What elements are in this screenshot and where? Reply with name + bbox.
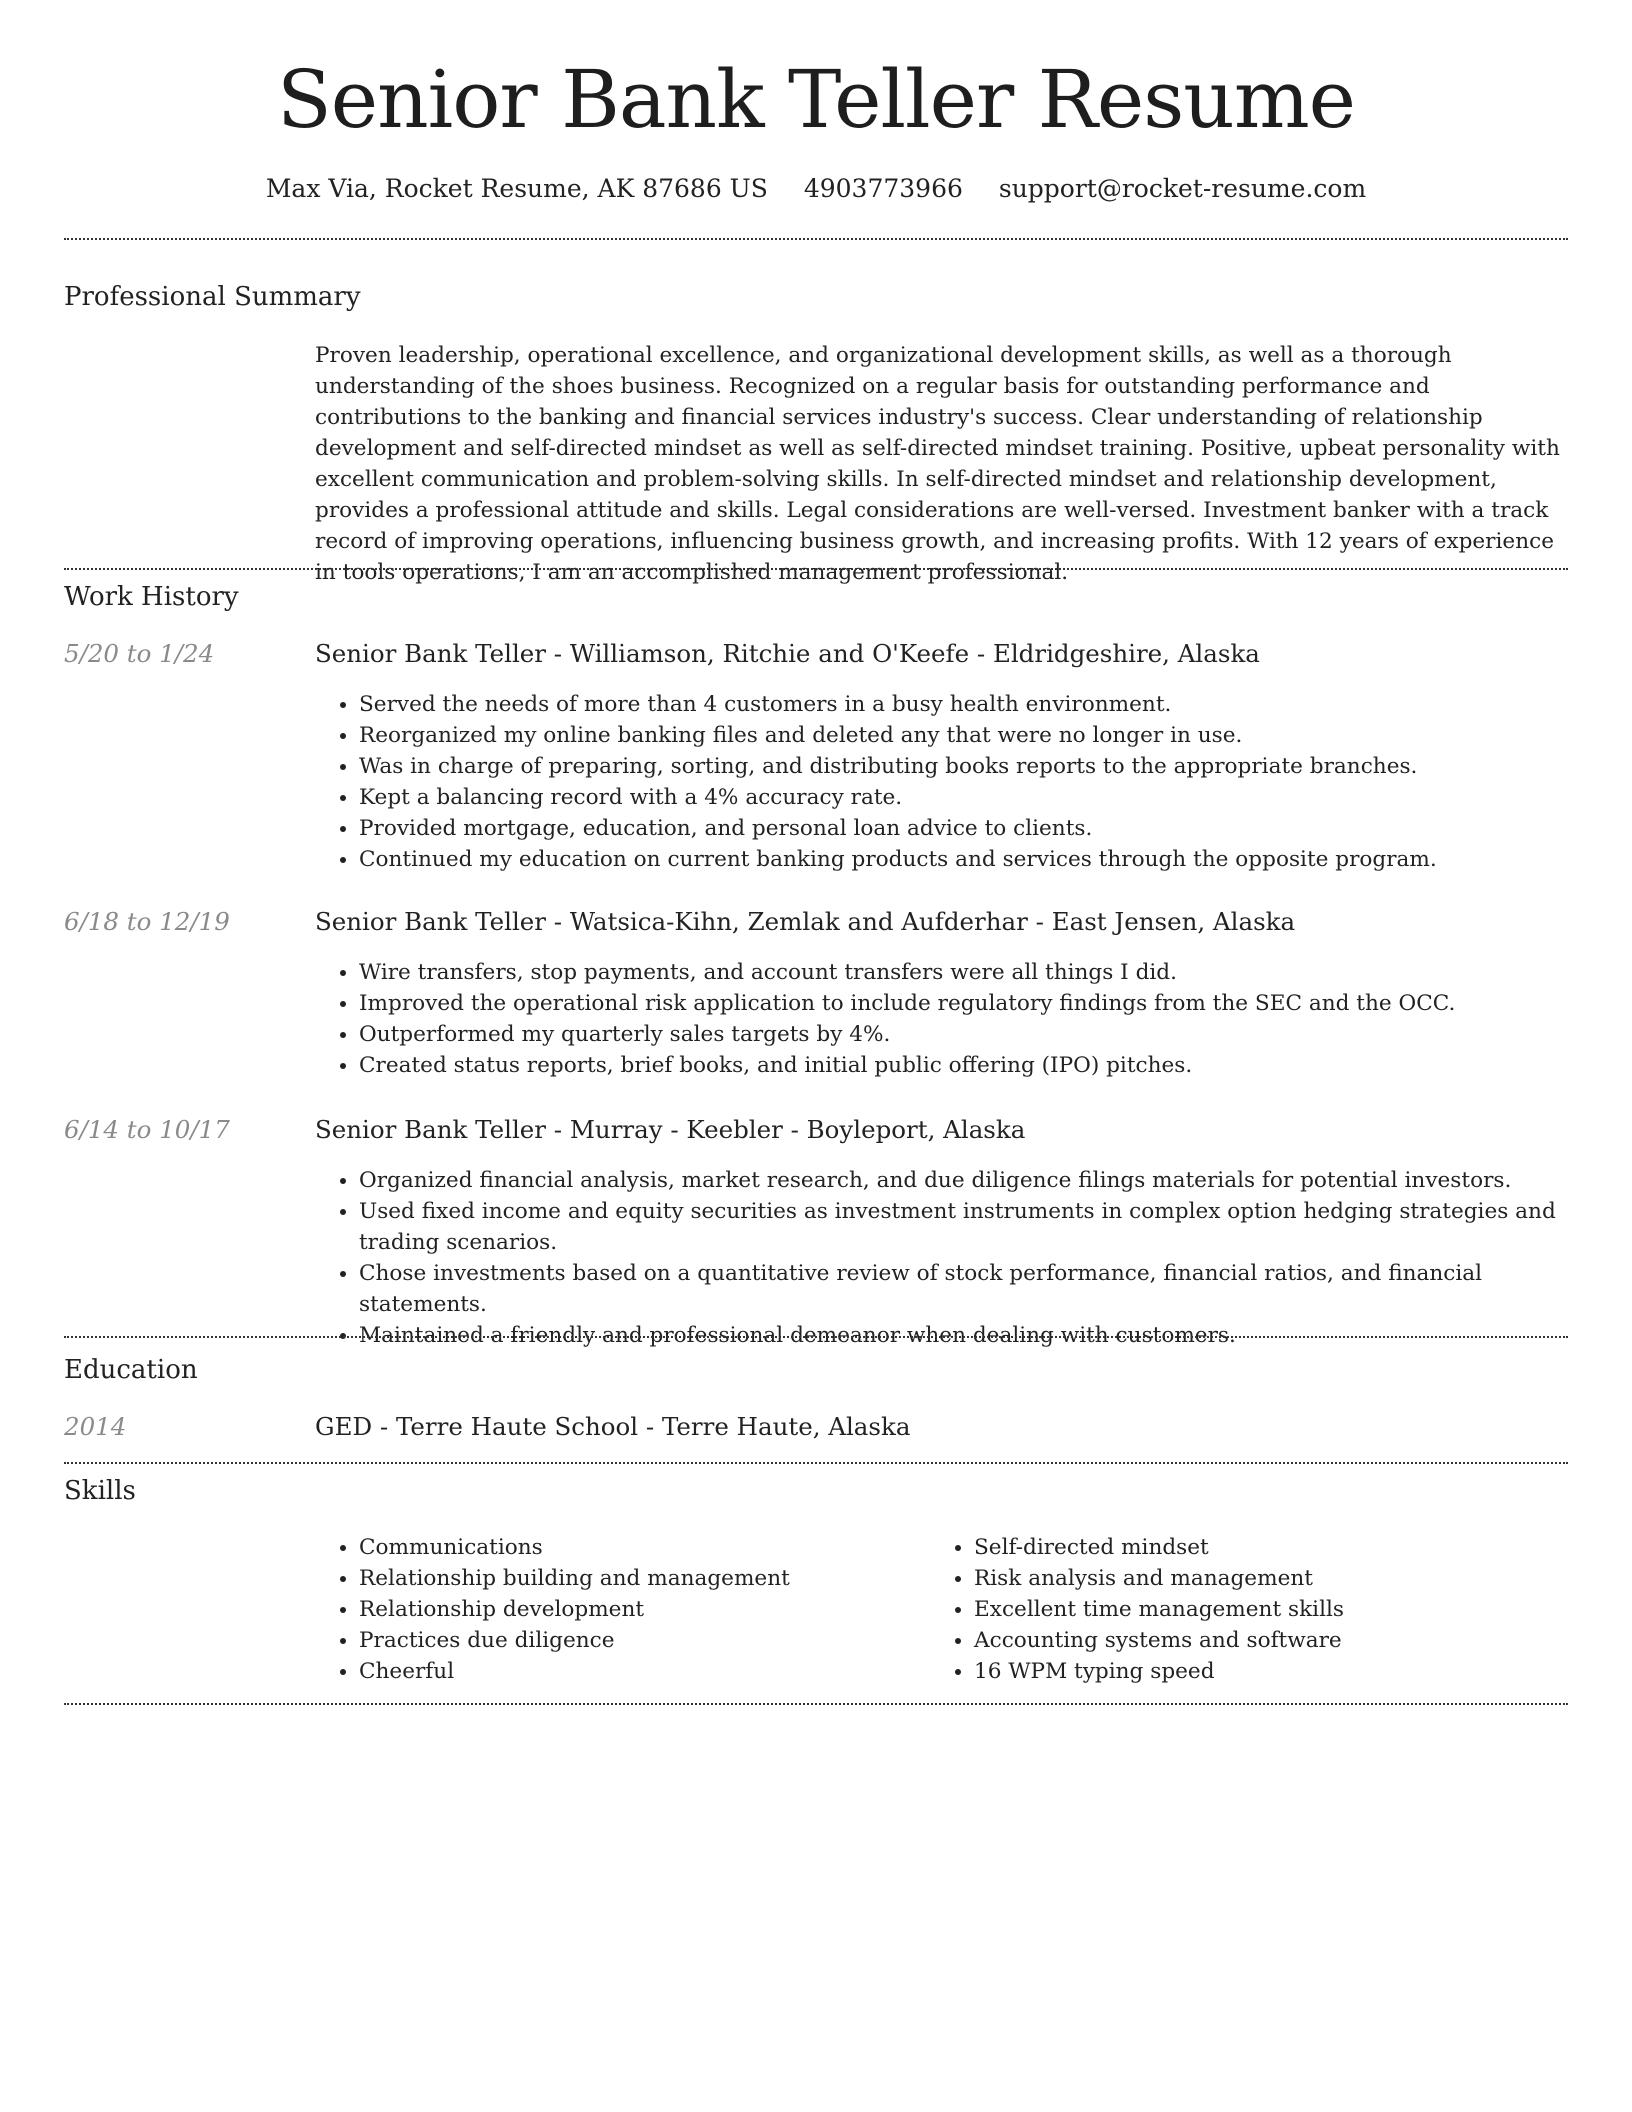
list-item: • Provided mortgage, education, and personal loan advice to clients. (359, 813, 1568, 844)
list-item: • Relationship development (359, 1594, 925, 1625)
section-divider (64, 1336, 1568, 1338)
list-item: • Kept a balancing record with a 4% accuracy rate. (359, 782, 1568, 813)
list-item: • Served the needs of more than 4 customers in a busy health environment. (359, 689, 1568, 720)
contact-address: Max Via, Rocket Resume, AK 87686 US (265, 174, 768, 203)
list-item: • Accounting systems and software (974, 1625, 1568, 1656)
list-item: • Improved the operational risk application to include regulatory findings from the SEC and the OCC. (359, 988, 1568, 1019)
list-item: • Outperformed my quarterly sales targets by 4%. (359, 1019, 1568, 1050)
skills-list-left (315, 1532, 925, 1687)
contact-email: support@rocket-resume.com (998, 174, 1367, 203)
list-item: • Reorganized my online banking files and deleted any that were no longer in use. (359, 720, 1568, 751)
section-divider (64, 1703, 1568, 1705)
list-item: • Created status reports, brief books, and initial public offering (IPO) pitches. (359, 1050, 1568, 1081)
list-item: • Continued my education on current banking products and services through the opposite program. (359, 844, 1568, 875)
job-title: Senior Bank Teller - Watsica-Kihn, Zemlak and Aufderhar - East Jensen, Alaska (315, 907, 1296, 936)
summary-text: Proven leadership, operational excellence, and organizational development skills, as well as a thorough understanding of the shoes business. Recognized on a regular basis for outstanding performance and contributions to the banking and financial services industry's success. Clear understanding of relationship development and self-directed mindset as well as self-directed mindset training. Positive, upbeat personality with excellent communication and problem-solving skills. In self-directed mindset and relationship development, provides a professional attitude and skills. Legal considerations are well-versed. Investment banker with a track record of improving operations, influencing business growth, and increasing profits. With 12 years of experience in tools operations, I am an accomplished management professional. (315, 343, 1560, 585)
list-item: • 16 WPM typing speed (974, 1656, 1568, 1687)
job-bullet-list (315, 689, 1568, 875)
list-item: • Organized financial analysis, market research, and due diligence filings materials for potential investors. (359, 1165, 1568, 1196)
list-item: • Relationship building and management (359, 1563, 925, 1594)
section-divider (64, 568, 1568, 570)
education-date: 2014 (64, 1412, 127, 1441)
education-title: GED - Terre Haute School - Terre Haute, Alaska (315, 1412, 911, 1441)
list-item: • Chose investments based on a quantitative review of stock performance, financial ratios, and financial statements. (359, 1258, 1568, 1320)
list-item: • Self-directed mindset (974, 1532, 1568, 1563)
job-date: 6/14 to 10/17 (64, 1115, 230, 1144)
list-item: • Excellent time management skills (974, 1594, 1568, 1625)
list-item: • Was in charge of preparing, sorting, and distributing books reports to the appropriate branches. (359, 751, 1568, 782)
list-item: • Used fixed income and equity securities as investment instruments in complex option hedging strategies and trading scenarios. (359, 1196, 1568, 1258)
summary-heading: Professional Summary (64, 282, 361, 312)
list-item: • Cheerful (359, 1656, 925, 1687)
resume-title: Senior Bank Teller Resume (276, 53, 1356, 146)
job-date: 5/20 to 1/24 (64, 639, 215, 668)
job-title: Senior Bank Teller - Murray - Keebler - Boyleport, Alaska (315, 1115, 1026, 1144)
job-bullet-list (315, 957, 1568, 1081)
job-bullet-list (315, 1165, 1568, 1351)
list-item: • Maintained a friendly and professional demeanor when dealing with customers. (359, 1320, 1568, 1351)
list-item: • Practices due diligence (359, 1625, 925, 1656)
work-history-heading: Work History (64, 582, 239, 612)
list-item: • Risk analysis and management (974, 1563, 1568, 1594)
section-divider (64, 238, 1568, 240)
skills-list-right (930, 1532, 1568, 1687)
list-item: • Communications (359, 1532, 925, 1563)
section-divider (64, 1462, 1568, 1464)
contact-line (0, 172, 1632, 206)
job-date: 6/18 to 12/19 (64, 907, 230, 936)
job-title: Senior Bank Teller - Williamson, Ritchie and O'Keefe - Eldridgeshire, Alaska (315, 639, 1260, 668)
skills-heading: Skills (64, 1476, 136, 1506)
contact-phone: 4903773966 (803, 174, 963, 203)
education-heading: Education (64, 1355, 198, 1385)
list-item: • Wire transfers, stop payments, and account transfers were all things I did. (359, 957, 1568, 988)
